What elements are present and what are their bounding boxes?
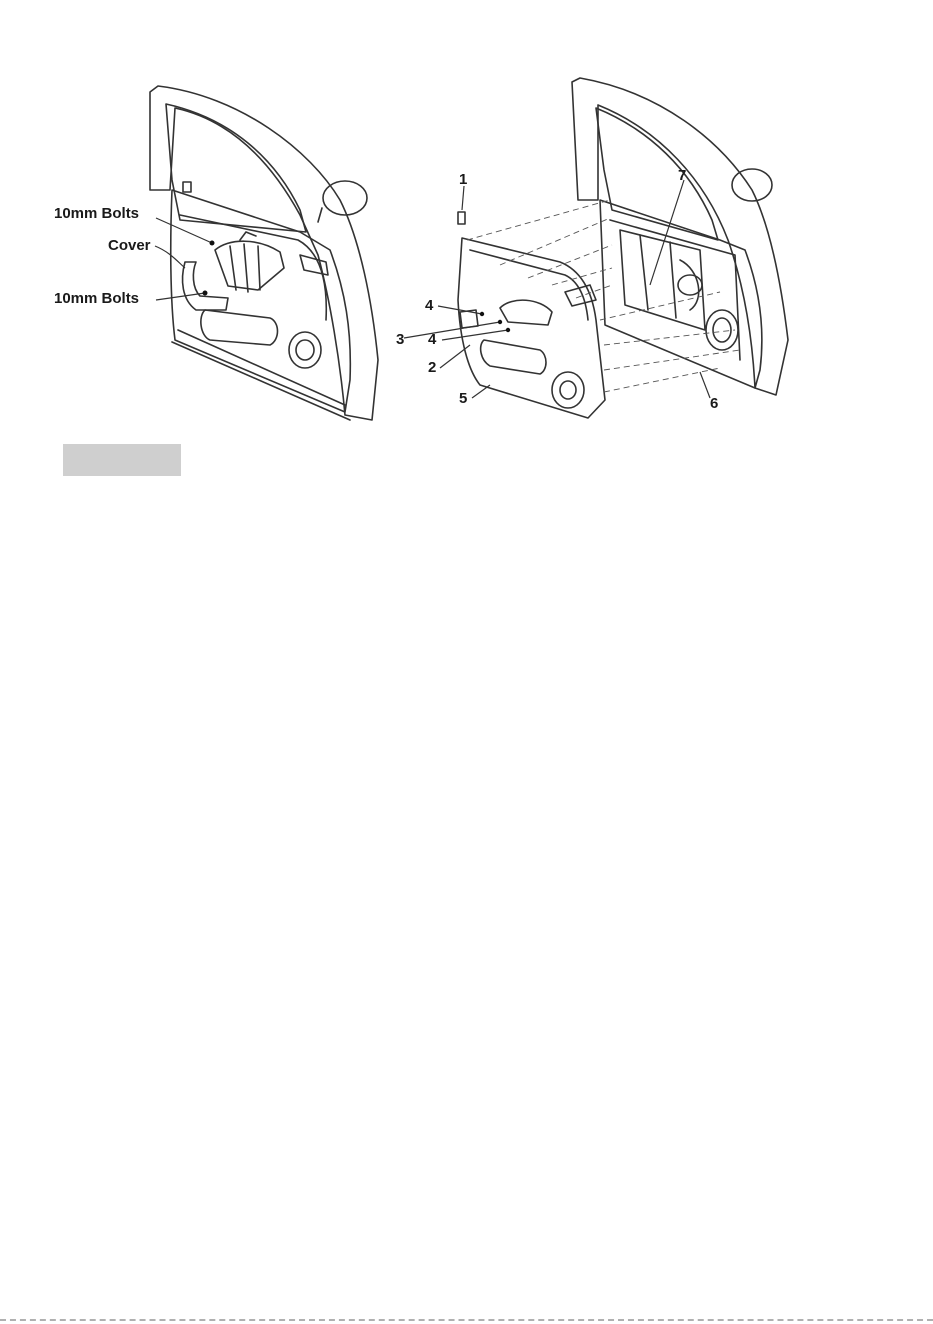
callout-4-upper: 4 (425, 297, 434, 314)
callout-6: 6 (710, 395, 719, 412)
right-mirror (732, 169, 772, 201)
trim-panel (458, 238, 605, 418)
callout-3: 3 (396, 331, 405, 348)
clip-1 (458, 212, 465, 224)
page-bottom-divider (0, 1319, 933, 1321)
callout-7: 7 (678, 167, 687, 184)
panel-pocket (481, 340, 546, 374)
panel-handle (500, 300, 552, 325)
right-window-frame (572, 78, 788, 395)
label-cover: Cover (108, 237, 151, 254)
label-10mm-bolts-top: 10mm Bolts (54, 205, 140, 222)
callout-5: 5 (459, 390, 468, 407)
panel-speaker-grille (552, 372, 584, 408)
callout-1: 1 (459, 171, 468, 188)
label-10mm-bolts-bottom: 10mm Bolts (54, 290, 140, 307)
caption-placeholder-box (63, 444, 181, 476)
callout-2: 2 (428, 359, 437, 376)
callout-4-lower: 4 (428, 331, 437, 348)
right-window-glass (596, 108, 718, 240)
